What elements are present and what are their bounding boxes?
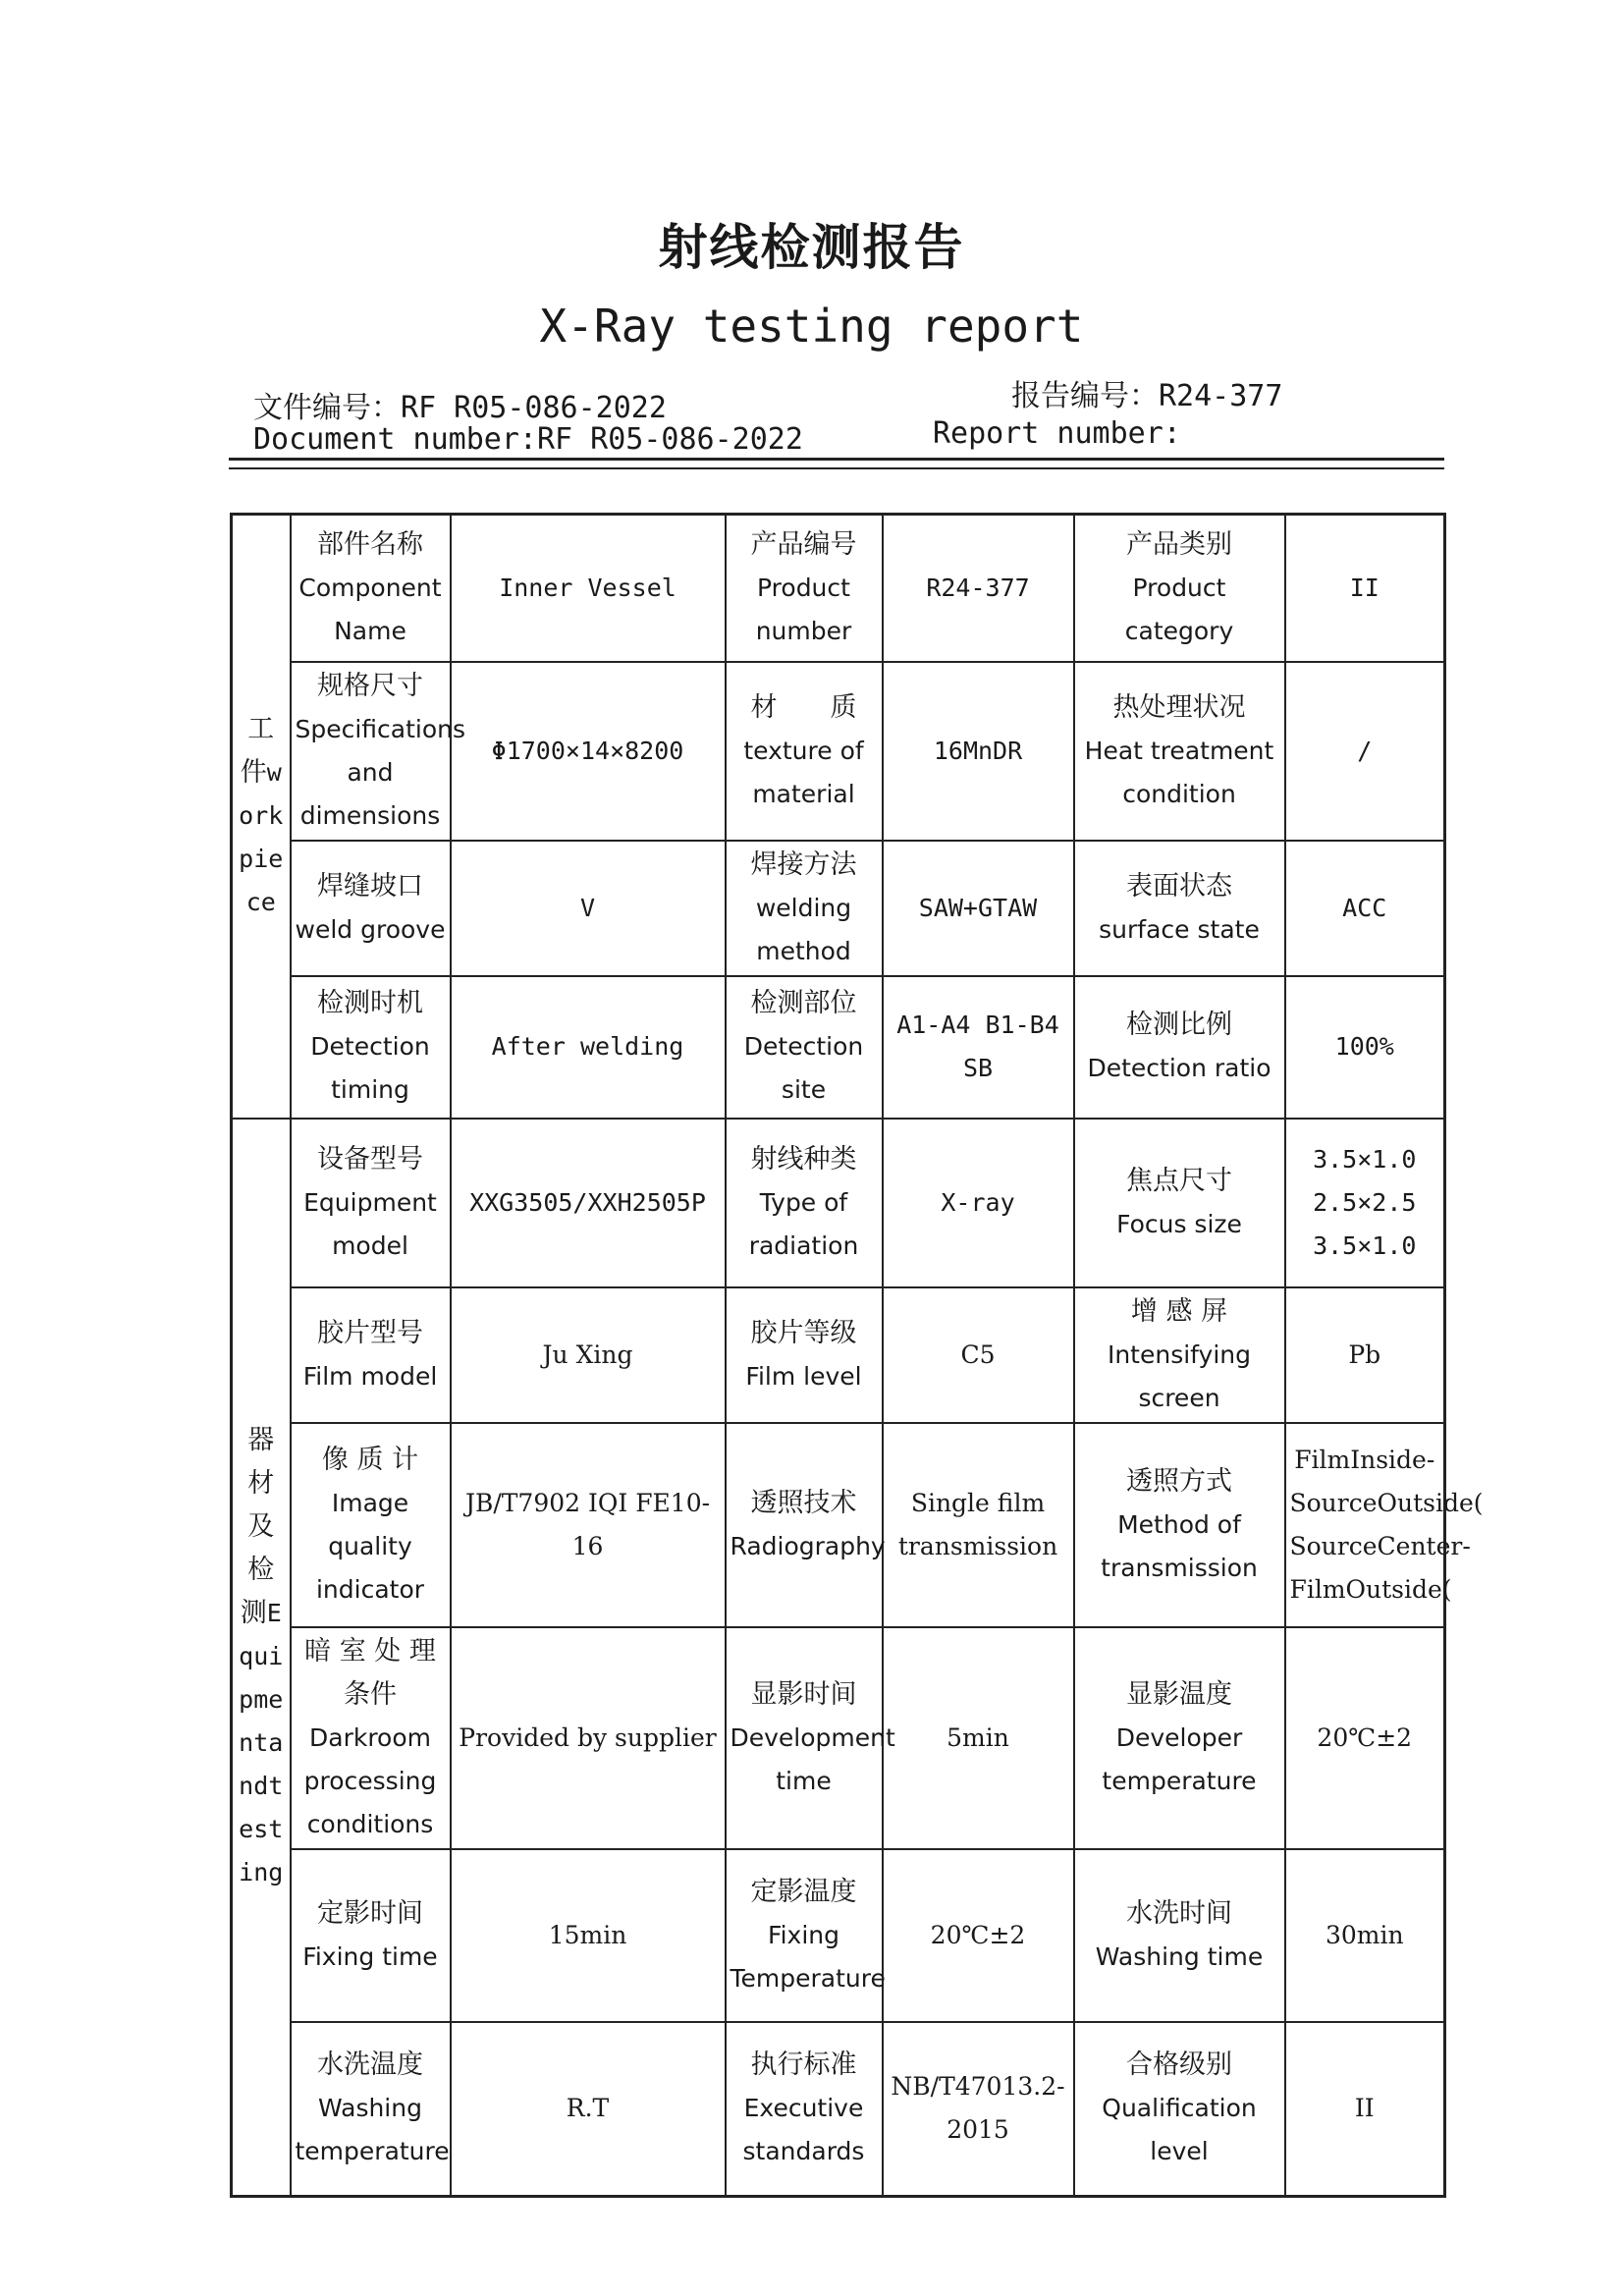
field-value: X-ray (883, 1119, 1074, 1287)
field-label-cn: 显影时间 (750, 1678, 857, 1710)
field-label-cell (726, 1849, 886, 2022)
field-value: 100% (1285, 976, 1445, 1119)
field-value: II (1285, 515, 1445, 662)
field-value: 30min (1285, 1849, 1445, 2022)
field-label-cn: 胶片等级 (750, 1317, 857, 1348)
table-row (232, 841, 1445, 976)
field-label-cell (291, 1627, 451, 1849)
field-label-cell (1074, 1287, 1285, 1423)
header-rule-thin (229, 467, 1444, 469)
field-label-cell (291, 515, 451, 662)
field-label-cell (1074, 1849, 1285, 2022)
field-value: FilmInside-SourceOutside( SourceCenter-FilmOutside( (1285, 1423, 1445, 1627)
field-label-cell (726, 1119, 883, 1287)
field-label-en: Film model (302, 1361, 438, 1391)
field-label-cn: 增 感 屏 (1130, 1295, 1228, 1327)
field-label-cn: 表面状态 (1126, 870, 1232, 902)
document-number-en (253, 422, 803, 457)
field-label-cn: 定影温度 (750, 1876, 857, 1907)
report-number-cn (1011, 371, 1282, 414)
field-value: NB/T47013.2-2015 (883, 2022, 1074, 2197)
field-label-en: Fixing Temperature (730, 1920, 886, 1993)
field-label-cn: 热处理状况 (1112, 691, 1246, 723)
field-value: After welding (451, 976, 726, 1119)
field-label-en: texture of material (743, 736, 864, 808)
field-value: C5 (883, 1287, 1074, 1423)
field-label-cell (726, 976, 883, 1119)
document-number-cn (253, 383, 667, 426)
field-label-cell (291, 1119, 451, 1287)
field-value: R.T (451, 2022, 726, 2197)
field-label-en: weld groove (295, 914, 446, 944)
table-row (232, 1287, 1445, 1423)
header-rule-thick (229, 458, 1444, 461)
field-label-cn: 检测时机 (317, 988, 423, 1018)
document-number-label-cn: 文件编号： (253, 391, 401, 425)
field-label-en: Fixing time (302, 1941, 438, 1971)
report-table (230, 513, 1484, 2198)
field-value: 5min (883, 1627, 1074, 1849)
field-label-cn: 材 质 (750, 691, 857, 723)
field-label-en: Method of transmission (1101, 1509, 1258, 1582)
field-label-cell (291, 2022, 451, 2197)
table-row (232, 515, 1445, 662)
field-label-en: Intensifying screen (1107, 1339, 1252, 1412)
field-label-cn: 设备型号 (317, 1143, 423, 1175)
table-row (232, 2022, 1445, 2197)
table-row (232, 976, 1445, 1119)
report-number-value-cn: R24-377 (1159, 379, 1283, 413)
report-title-en: X-Ray testing report (539, 300, 1084, 353)
field-label-en: Development time (730, 1722, 895, 1795)
field-value: 3.5×1.0 2.5×2.5 3.5×1.0 (1285, 1119, 1445, 1287)
field-label-cn: 水洗温度 (317, 2050, 423, 2081)
field-label-cell (1074, 1423, 1285, 1627)
field-label-cn: 透照方式 (1126, 1465, 1232, 1497)
field-label-en: Product number (755, 573, 852, 645)
field-label-cell (1074, 1627, 1285, 1849)
field-label-en: Product category (1124, 573, 1234, 645)
field-label-en: Washing temperature (295, 2094, 450, 2166)
field-label-cell (291, 1849, 451, 2022)
document-number-value-en: RF R05-086-2022 (536, 422, 803, 457)
equipment-section-label-cn: 器材及检测 (240, 1425, 275, 1629)
field-label-cn: 检测部位 (750, 988, 857, 1018)
workpiece-section-label-cn: 工件 (240, 714, 275, 789)
field-label-cn: 产品类别 (1126, 528, 1232, 560)
field-label-en: Detection ratio (1087, 1054, 1271, 1082)
field-label-cn: 部件名称 (317, 528, 423, 560)
field-value: Pb (1285, 1287, 1445, 1423)
workpiece-section-label (232, 515, 291, 1119)
field-label-cn: 显影温度 (1126, 1678, 1232, 1710)
field-label-cn: 定影时间 (317, 1897, 423, 1929)
field-value: 15min (451, 1849, 726, 2022)
field-label-cell (1074, 515, 1285, 662)
field-label-en: Heat treatment condition (1084, 736, 1274, 808)
field-value: ACC (1285, 841, 1445, 976)
field-label-en: Darkroom processing conditions (303, 1722, 437, 1838)
field-label-en: Focus size (1116, 1209, 1242, 1238)
field-label-cn: 焊接方法 (750, 848, 857, 880)
field-label-en: Film level (745, 1361, 862, 1391)
field-label-cn: 暗 室 处 理 条件 (304, 1635, 436, 1710)
field-label-cn: 规格尺寸 (317, 670, 423, 701)
field-label-en: Detection site (743, 1032, 864, 1104)
field-label-cn: 合格级别 (1126, 2050, 1232, 2081)
field-value: R24-377 (883, 515, 1074, 662)
field-value: Ju Xing (451, 1287, 726, 1423)
field-value: 20℃±2 (1285, 1627, 1445, 1849)
field-value: XXG3505/XXH2505P (451, 1119, 726, 1287)
field-label-cn: 产品编号 (750, 528, 857, 560)
field-label-cell (726, 2022, 883, 2197)
table-row (232, 1423, 1445, 1627)
workpiece-section-label-en: workpiece (239, 758, 284, 917)
field-value: 16MnDR (883, 662, 1074, 841)
field-value: JB/T7902 IQI FE10-16 (451, 1423, 726, 1627)
field-label-en: Component Name (298, 573, 442, 645)
field-label-cn: 像 质 计 (321, 1444, 419, 1475)
field-value: A1-A4 B1-B4 SB (883, 976, 1074, 1119)
report-number-label-cn: 报告编号： (1011, 379, 1159, 413)
field-value: II (1285, 2022, 1445, 2197)
field-label-cn: 检测比例 (1126, 1010, 1232, 1040)
document-number-value-cn: RF R05-086-2022 (401, 391, 667, 425)
field-label-cell (726, 662, 883, 841)
field-label-cn: 透照技术 (750, 1487, 857, 1518)
field-label-en: surface state (1099, 914, 1260, 944)
report-number-label-en: Report number: (933, 416, 1181, 451)
table-row (232, 662, 1445, 841)
report-title-cn: 射线检测报告 (658, 219, 965, 276)
table-row (232, 1627, 1445, 1849)
field-label-cell (726, 515, 883, 662)
field-label-cell (1074, 662, 1285, 841)
field-label-en: Developer temperature (1102, 1722, 1257, 1795)
field-label-en: Image quality indicator (315, 1488, 425, 1604)
field-label-cell (1074, 976, 1285, 1119)
table-row (232, 1119, 1445, 1287)
field-label-en: Detection timing (310, 1032, 430, 1104)
document-number-label-en: Document number: (253, 422, 537, 457)
field-label-cell (726, 1287, 883, 1423)
field-label-en: Washing time (1095, 1941, 1264, 1971)
field-label-cn: 胶片型号 (317, 1317, 423, 1348)
field-label-en: Radiography (730, 1531, 886, 1560)
field-label-cn: 焊缝坡口 (317, 870, 423, 902)
field-label-cell (1074, 2022, 1285, 2197)
field-label-cell (1074, 1119, 1285, 1287)
field-label-en: Type of radiation (748, 1187, 859, 1260)
field-label-cell (291, 1423, 451, 1627)
field-label-en: Executive standards (742, 2094, 865, 2166)
field-value: Φ1700×14×8200 (451, 662, 726, 841)
table-row (232, 1849, 1445, 2022)
field-value: Provided by supplier (451, 1627, 726, 1849)
field-label-cell (726, 1627, 895, 1849)
field-label-en: Qualification level (1102, 2094, 1257, 2166)
field-label-cell (291, 976, 451, 1119)
report-number-en (933, 416, 1181, 451)
equipment-section-label (232, 1119, 291, 2197)
field-label-cn: 射线种类 (750, 1143, 857, 1175)
field-value: V (451, 841, 726, 976)
field-label-cn: 焦点尺寸 (1126, 1165, 1232, 1196)
field-label-cell (726, 841, 883, 976)
field-value: Inner Vessel (451, 515, 726, 662)
field-label-cell (1074, 841, 1285, 976)
field-label-cell (726, 1423, 886, 1627)
field-label-cell (291, 841, 451, 976)
field-label-en: Specifications and dimensions (295, 714, 466, 830)
field-label-cell (291, 662, 466, 841)
field-label-cn: 水洗时间 (1126, 1897, 1232, 1929)
field-label-en: Equipment model (303, 1187, 437, 1260)
equipment-section-label-en: Equipmentandtesting (239, 1599, 284, 1887)
field-value: SAW+GTAW (883, 841, 1074, 976)
field-label-cn: 执行标准 (750, 2050, 857, 2081)
field-label-en: welding method (755, 893, 852, 965)
field-label-cell (291, 1287, 451, 1423)
field-value: Single film transmission (883, 1423, 1074, 1627)
field-value: / (1285, 662, 1445, 841)
field-value: 20℃±2 (883, 1849, 1074, 2022)
